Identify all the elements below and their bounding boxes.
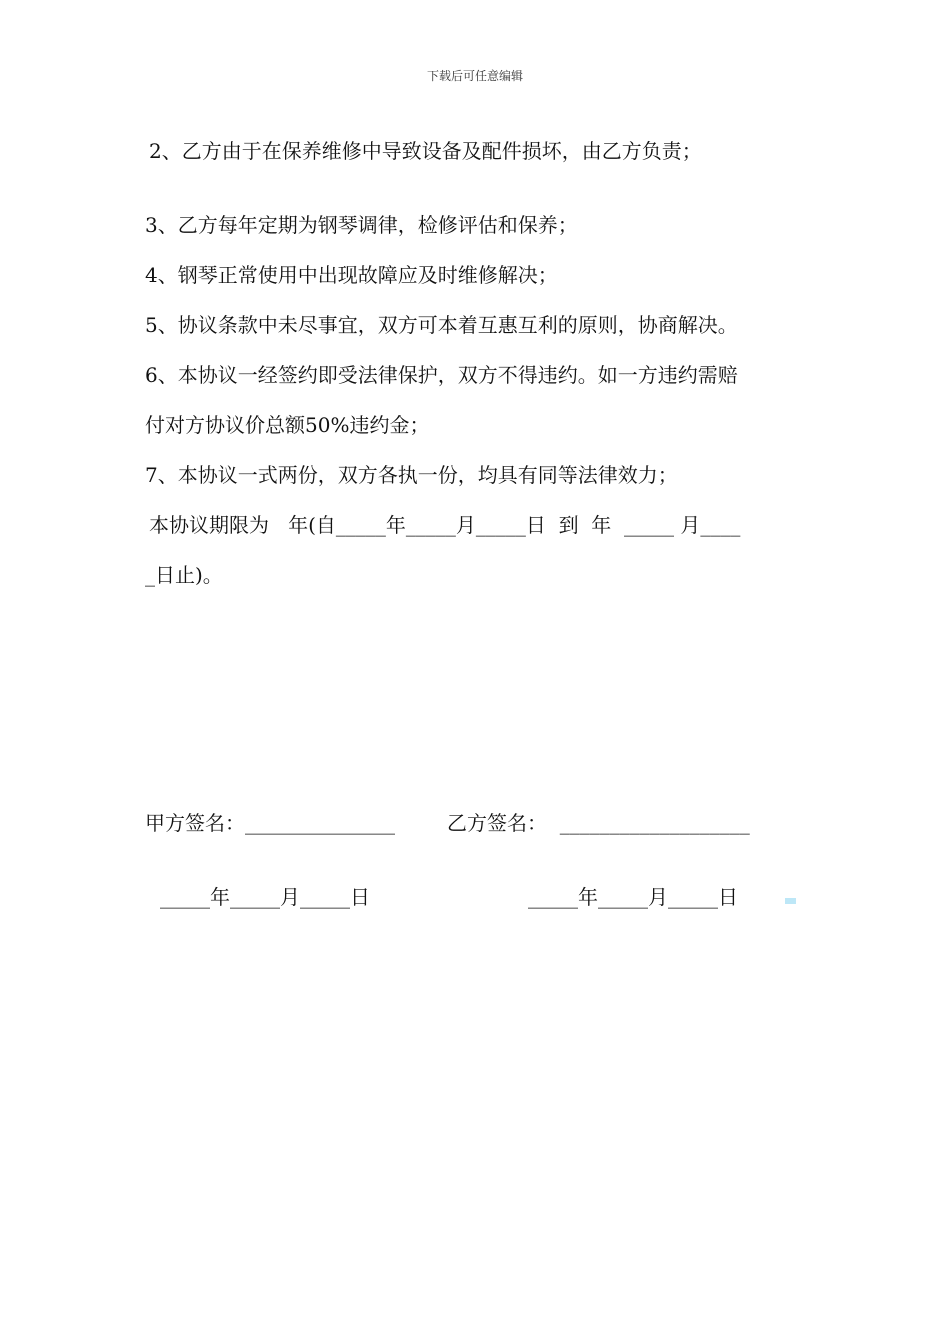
clause-7: 7、本协议一式两份，双方各执一份，均具有同等法律效力； bbox=[145, 463, 678, 487]
cursor-marker bbox=[785, 898, 796, 904]
page-header-note: 下载后可任意编辑 bbox=[426, 69, 523, 83]
clause-6-line-2: 付对方协议价总额50%违约金； bbox=[145, 413, 430, 437]
party-a-date: _____年_____月_____日 bbox=[160, 885, 370, 909]
clause-2: 2、乙方由于在保养维修中导致设备及配件损坏，由乙方负责； bbox=[149, 139, 702, 163]
party-b-date: _____年_____月_____日 bbox=[528, 885, 738, 909]
party-b-signature: 乙方签名： ___________________ bbox=[447, 811, 750, 835]
term-line-2: _日止)。 bbox=[145, 563, 223, 587]
term-line-1: 本协议期限为 年(自_____年_____月_____日 到 年 _____ 月____ bbox=[149, 513, 741, 537]
clause-6-line-1: 6、本协议一经签约即受法律保护，双方不得违约。如一方违约需赔 bbox=[145, 363, 738, 387]
clause-3: 3、乙方每年定期为钢琴调律，检修评估和保养； bbox=[145, 213, 578, 237]
party-a-signature: 甲方签名：_______________ bbox=[145, 811, 395, 835]
clause-5: 5、协议条款中未尽事宜，双方可本着互惠互利的原则，协商解决。 bbox=[145, 313, 738, 337]
clause-4: 4、钢琴正常使用中出现故障应及时维修解决； bbox=[145, 263, 558, 287]
